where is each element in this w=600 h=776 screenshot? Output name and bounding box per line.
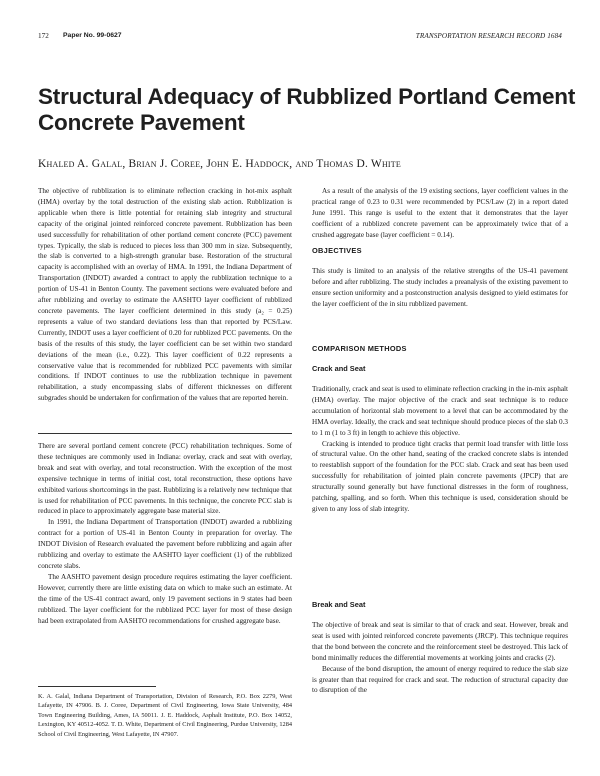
body-paragraph: Cracking is intended to produce tight cracks that permit load transfer with little loss of structural value. On the other hand, seating of the cracked concrete slabs is intended to reestablish support of the foundation for the PCC slab. Crack and seat has been used successfully for rehabilitation of jointed plain concrete pavements (JPCP) that are structurally sound generally but have functional distresses in the form of roughness, patching, spalling, and so forth. When this technique is used, consideration should be given to any loss of slab integrity.	[312, 439, 568, 513]
body-paragraph: This study is limited to an analysis of the relative strengths of the US-41 pavement before and after rubblizing. The study includes a preanalysis of the existing pavement to ensure section uniformity and a postconstruction analysis designed to yield estimates for the layer coefficient of the in situ rubblized pavement.	[312, 267, 568, 308]
subheading-break-seat: Break and Seat	[312, 600, 366, 609]
body-paragraph: Because of the bond disruption, the amount of energy required to reduce the slab size is greater than that required for crack and seat. The reduction of structural capacity due to disruption of the	[312, 664, 568, 695]
page-number: 172	[38, 32, 49, 40]
journal-name: TRANSPORTATION RESEARCH RECORD 1684	[415, 32, 562, 40]
subheading-crack-seat: Crack and Seat	[312, 364, 366, 373]
author-affiliations: K. A. Galal, Indiana Department of Transportation, Division of Research, P.O. Box 2279, West Lafayette, IN 47906. B. J. Coree, Department of Civil Engineering, Iowa State University, 484 Town Engineering Building, Ames, IA 50011. J. E. Haddock, Asphalt Institute, P.O. Box 14052, Lexington, KY 40512-4052. T. D. White, Department of Civil Engineering, Purdue University, 1284 School of Civil Engineering, West Lafayette, IN 47907.	[38, 693, 292, 738]
paper-title: Structural Adequacy of Rubblized Portland Cement Concrete Pavement	[38, 84, 576, 135]
footnote-divider	[38, 686, 156, 687]
intro-paragraph: There are several portland cement concrete (PCC) rehabilitation techniques. Some of these techniques are commonly used in Indiana: overlay, crack and seat with overlay, break and seat with overlay, and total reconstruction. With the exception of the most expensive technique in terms of initial cost, total reconstruction, these options have exhibited various shortcomings in the past. Rubblizing is a relatively new technique that is used for rehabilitation of PCC pavements. In this technique, the concrete PCC slab is reduced in place to approximately aggregate base material size.	[38, 442, 292, 516]
paper-number: Paper No. 99-0627	[63, 32, 122, 39]
crack-seat-section	[312, 384, 568, 515]
running-header	[38, 30, 562, 42]
abstract	[38, 186, 292, 404]
right-intro	[312, 186, 568, 241]
break-seat-section	[312, 620, 568, 696]
section-heading-objectives: OBJECTIVES	[312, 246, 362, 255]
section-heading-comparison: COMPARISON METHODS	[312, 344, 407, 353]
author-list: Khaled A. Galal, Brian J. Coree, John E. Haddock, and Thomas D. White	[38, 158, 401, 170]
intro-paragraph: In 1991, the Indiana Department of Transportation (INDOT) awarded a rubblizing contract for a portion of US-41 in Benton County in preparation for overlay. The INDOT Division of Research evaluated the pavement before rubblizing and again after rubblizing and overlay to estimate the AASHTO layer coefficient (1) of the rubblized concrete slabs.	[38, 518, 292, 570]
intro-paragraph: The AASHTO pavement design procedure requires estimating the layer coefficient. However, currently there are little existing data on which to make such an estimate. At the time of the US-41 contract award, only 19 pavement sections in 9 states had been rubblized. The layer coefficient for the rubblized PCC layer for most of these design had been extrapolated from AASHTO recommendations for crushed aggregate base.	[38, 572, 292, 625]
abstract-text: The objective of rubblization is to eliminate reflection cracking in hot-mix asphalt (HMA) overlay by the total destruction of the existing slab action. Rubblization is applicable when there is little potential for retaining slab integrity and structural capacity of the original jointed reinforced concrete pavement. Rubblization has been used successfully for rehabilitation of other portland cement concrete (PCC) pavement types. Typically, the slab is reduced to pieces less than 300 mm in size. Subsequently, the slab is converted to a high-strength granular base. Restoration of the structural capacity is accomplished with an overlay of HMA. In 1991, the Indiana Department of Transportation (INDOT) awarded a contract to apply the rubblization technique to a portion of US-41 in Benton County. The pavement sections were evaluated before and after rubblizing and overlay to estimate the AASHTO layer coefficient of rubblized concrete pavements. The layer coefficient determined in this study (a₂ = 0.25) represents a value of two standard deviations less than that reported by PCS/Law. Currently, INDOT uses a layer coefficient of 0.20 for rubblized PCC pavements. On the basis of the results of this study, the layer coefficient can be set within two standard deviations of the mean (i.e., 0.22). This layer coefficient of 0.22 represents a conservative value that is recommended for rubblized PCC pavements with similar conditions. If INDOT continues to use the rubblization technique in pavement rehabilitation, a study encompassing slabs of different thicknesses on different subgrades should be undertaken for confirmation of the values that are reported herein.	[38, 187, 292, 403]
introduction	[38, 441, 292, 626]
body-paragraph: The objective of break and seat is similar to that of crack and seat. However, break and seat is used with jointed reinforced concrete pavements (JRCP). This technique requires that the bond between the concrete and the reinforcement steel be destroyed. This lack of bond minimally reduces the differential movements at working joints and cracks (2).	[312, 621, 568, 662]
abstract-divider	[38, 433, 292, 434]
body-paragraph: Traditionally, crack and seat is used to eliminate reflection cracking in the in-mix asphalt (HMA) overlay. The major objective of the crack and seat technique is to reduce accumulation of horizontal slab movement to a level that can be accommodated by the HMA overlay. Ideally, the crack and seat technique should produce pieces of the slab 0.3 to 1 m (1 to 3 ft) in length to achieve this objective.	[312, 385, 568, 437]
objectives-section	[312, 266, 568, 310]
body-paragraph: As a result of the analysis of the 19 existing sections, layer coefficient values in the practical range of 0.23 to 0.31 were recommended by PCS/Law (2) in a report dated June 1991. This range is useful to the extent that it demonstrates that the layer coefficient of a rubblized concrete pavement can be approximately twice that of a crushed aggregate base (layer coefficient = 0.14).	[312, 187, 568, 239]
